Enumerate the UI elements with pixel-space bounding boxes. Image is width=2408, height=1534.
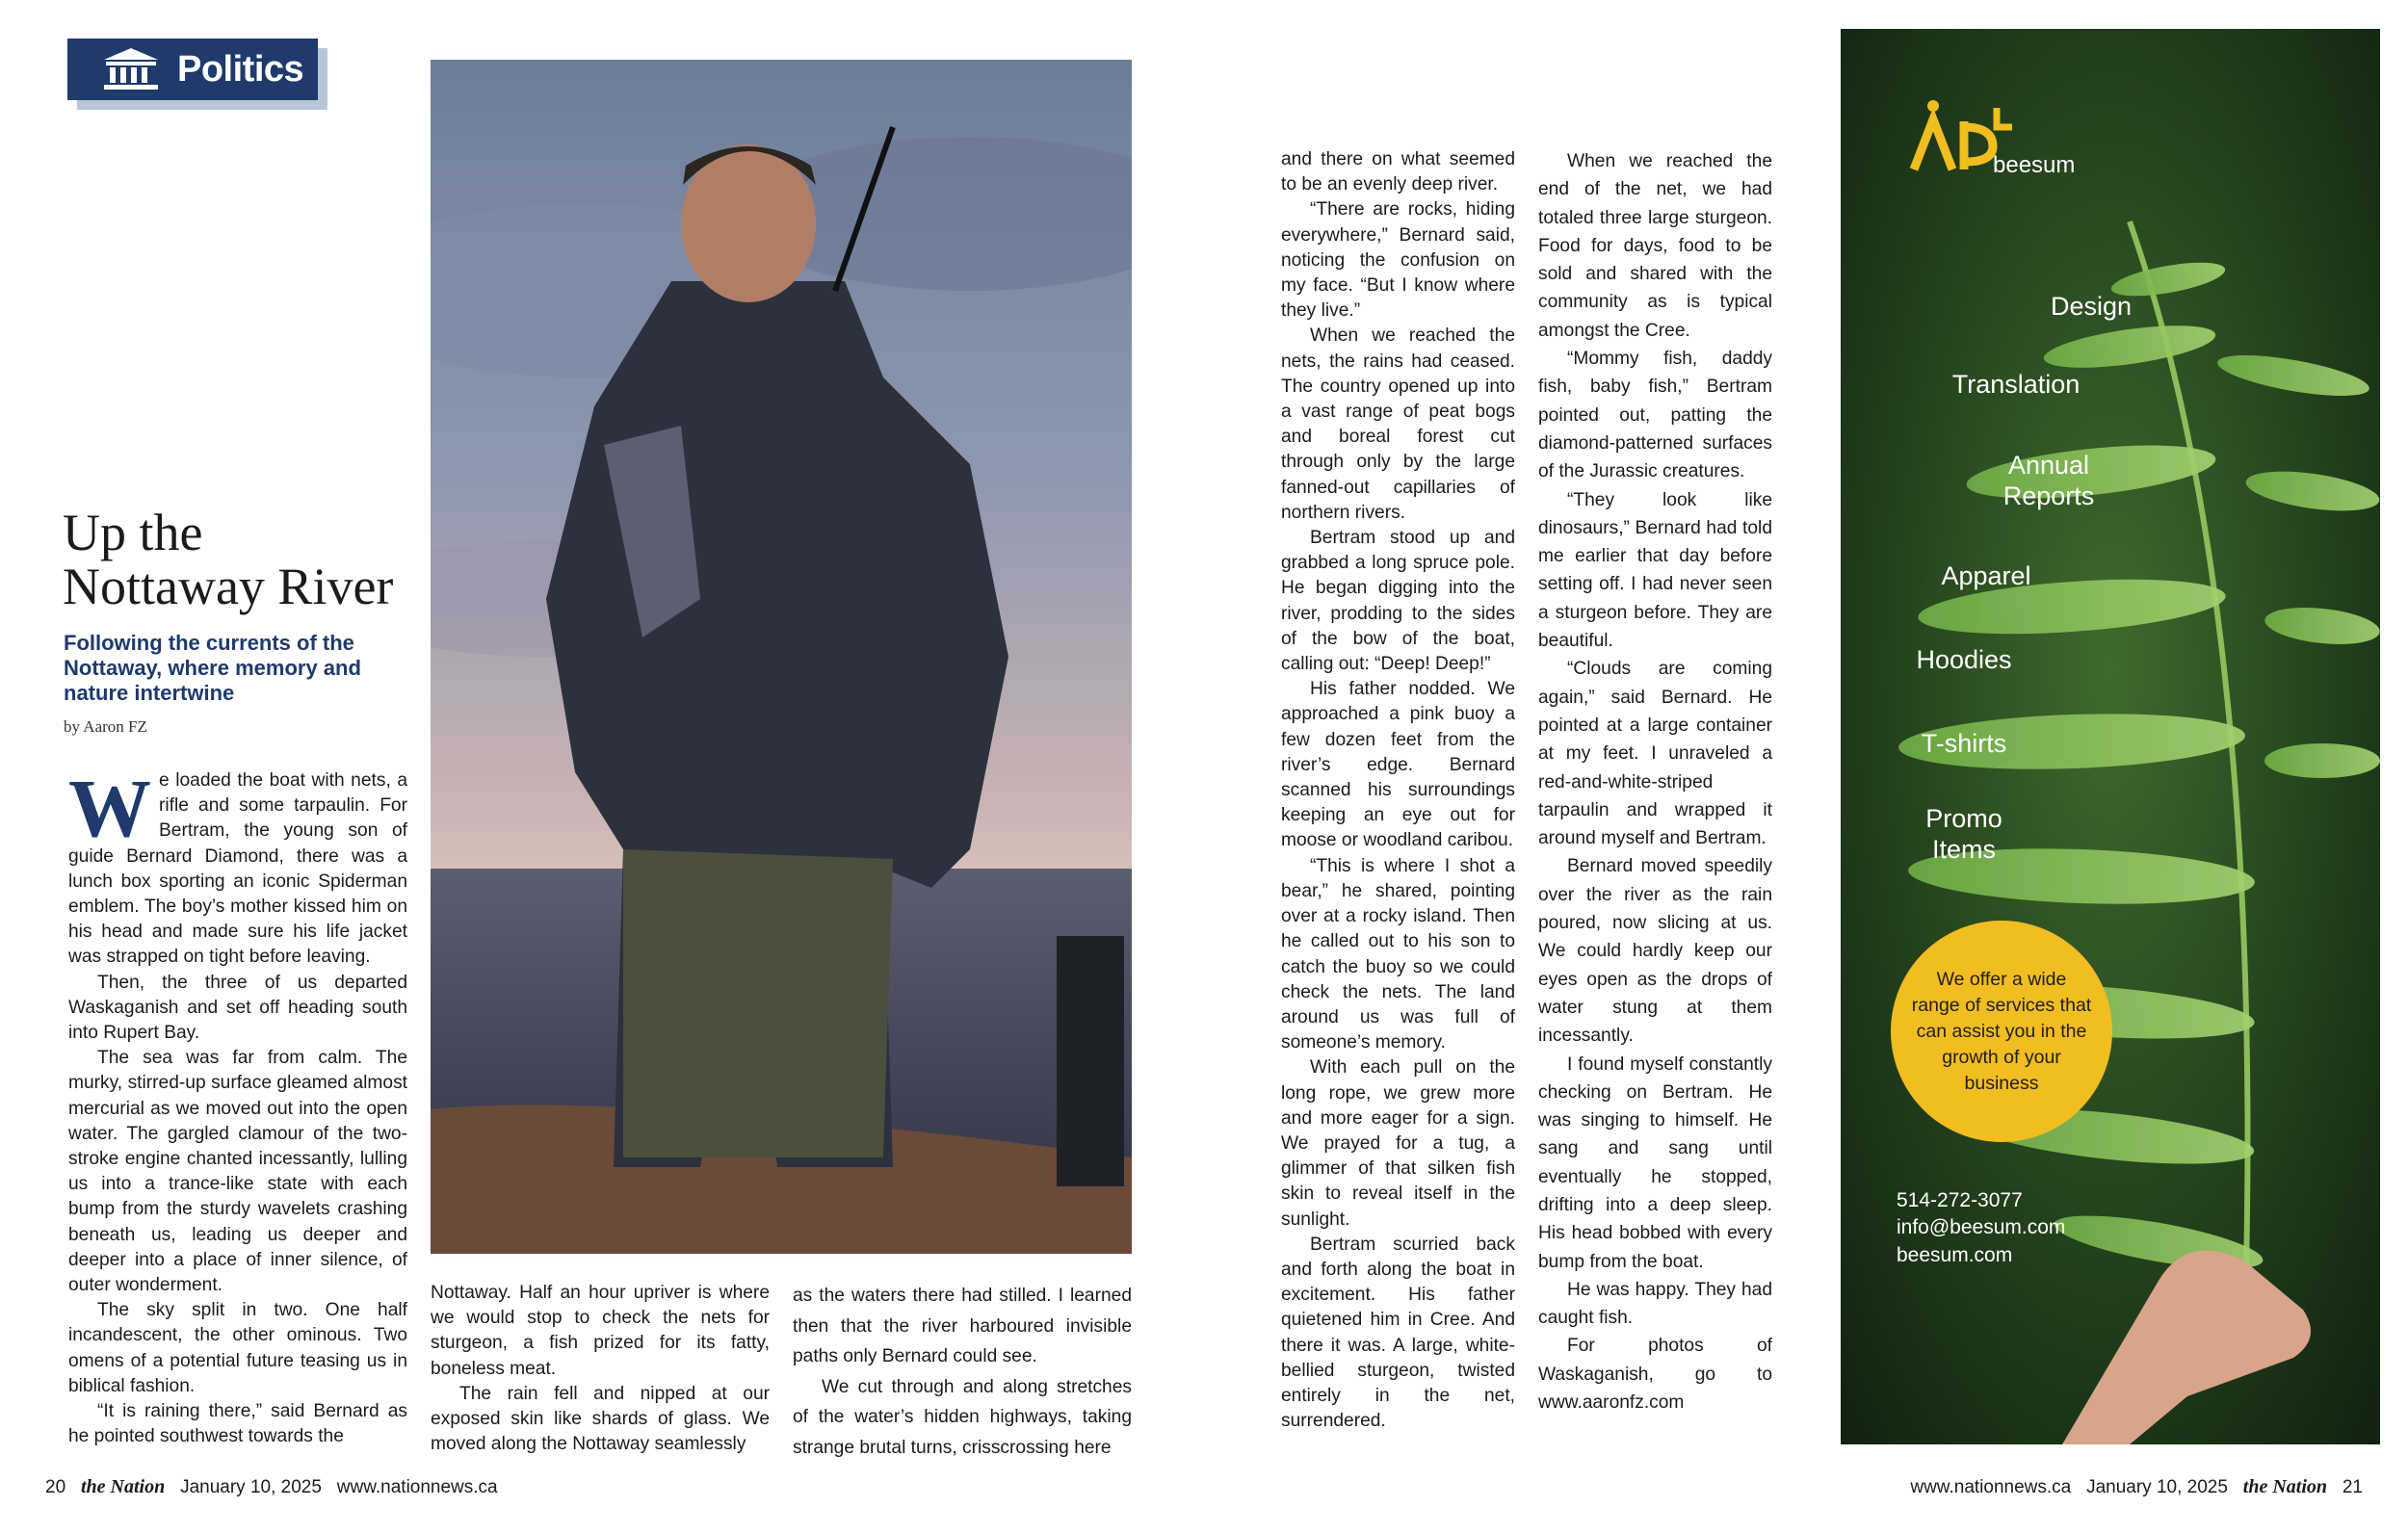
title-line-1: Up the [63,504,203,561]
ad-badge-text: We offer a wide range of services that can assist you in the growth of your business [1911,968,2092,1094]
ad-badge [1891,921,2112,1142]
page-number: 21 [2342,1477,2363,1497]
fisherman-on-boat-image [431,60,1132,1254]
ad-brand-name: beesum [1993,152,2076,178]
paragraph: “There are rocks, hiding everywhere,” Bernard said, noticing the confusion on my face. “But I know where they live.” [1281,199,1515,322]
section-label: Politics [177,48,304,90]
ad-website-link[interactable]: beesum.com [1897,1244,2013,1266]
ad-service-item: Hoodies [1916,645,2012,674]
article-column-2 [431,1281,770,1457]
ad-service-item: Apparel [1941,561,2031,590]
paragraph: Bernard moved speedily over the river as the rain poured, now slicing at us. We could hardly keep our eyes open as the drops of water stung at them incessantly. [1538,856,1772,1047]
footer-right [1910,1476,2363,1498]
page-number: 20 [45,1477,66,1497]
ad-service-item: Promo Items [1925,804,2002,864]
paragraph: The rain fell and nipped at our exposed skin like shards of glass. We moved along the Nottaway seamlessly [431,1383,770,1455]
section-tag [67,39,318,100]
issue-date: January 10, 2025 [180,1477,322,1497]
paragraph: Bertram stood up and grabbed a long spruce pole. He began digging into the river, prodding to the sides of the bow of the boat, calling out: “Deep! Deep!” [1281,528,1515,675]
paragraph: “Clouds are coming again,” said Bernard. He pointed at a large container at my feet. I unraveled a red-and-white-striped tarpaulin and wrapped it around myself and Bertram. [1538,659,1772,849]
magazine-name: the Nation [80,1476,166,1497]
paragraph: I found myself constantly checking on Bertram. He was singing to himself. He sang and sang until eventually he stopped, drifting into a deep sleep. His head bobbed with every bump from the boat. [1538,1053,1772,1272]
paragraph: The sky split in two. One half incandescent, the other ominous. Two omens of a potential future teasing us in biblical fashion. [68,1300,407,1396]
article-subtitle: Following the currents of the Nottaway, where memory and nature intertwine [64,631,361,705]
issue-date: January 10, 2025 [2086,1477,2228,1497]
ad-phone: 514-272-3077 [1897,1189,2023,1211]
ad-logo [1908,98,2076,180]
paragraph: For photos of Waskaganish, go to www.aaronfz.com [1538,1336,1772,1414]
byline: by Aaron FZ [64,717,147,736]
article-column-4 [1281,147,1515,1434]
ad-service-item: Translation [1951,370,2081,399]
paragraph: as the waters there had stilled. I learned then that the river harboured invisible paths only Bernard could see. [793,1286,1132,1366]
article-title [63,506,429,613]
article-photo [431,60,1132,1254]
article-column-5 [1538,147,1772,1417]
ad-service-item: T-shirts [1921,729,2007,758]
paragraph: “This is where I shot a bear,” he shared, pointing over at a rocky island. Then he called out to his son to catch the buoy so we could check the nets. The land around us was full of someone’s memory. [1281,855,1515,1053]
magazine-name: the Nation [2242,1476,2328,1497]
paragraph: He was happy. They had caught fish. [1538,1279,1772,1329]
title-line-2: Nottaway River [63,558,394,615]
ad-service-item: Design [2050,292,2133,321]
article-column-1 [68,762,407,1449]
paragraph: We loaded the boat with nets, a rifle and some tarpaulin. For Bertram, the young son of guide Bernard Diamond, there was a lunch box sporting an iconic Spiderman emblem. The boy’s mother kissed him on his head and made sure his life jacket was strapped on tight before leaving. [68,762,407,968]
paragraph: When we reached the end of the net, we had totaled three large sturgeon. Food for days, food to be sold and shared with the community as is typical amongst the Cree. [1538,151,1772,341]
paragraph: Then, the three of us departed Waskaganish and set off heading south into Rupert Bay. [68,972,407,1044]
paragraph: “They look like dinosaurs,” Bernard had told me earlier that day before setting off. I had never seen a sturgeon before. They are beautiful. [1538,489,1772,652]
paragraph: “Mommy fish, daddy fish, baby fish,” Bertram pointed out, patting the diamond-patterned surfaces of the Jurassic creatures. [1538,349,1772,482]
paragraph: We cut through and along stretches of the water’s hidden highways, taking strange brutal turns, crisscrossing here [793,1376,1132,1458]
ad-service-item: Annual Reports [2002,451,2095,510]
paragraph: With each pull on the long rope, we grew more and more eager for a sign. We prayed for a tug, a glimmer of that silken fish skin to reveal itself in the sunlight. [1281,1057,1515,1230]
ad-email-link[interactable]: info@beesum.com [1897,1216,2066,1238]
website-link[interactable]: www.nationnews.ca [336,1477,498,1497]
drop-cap: W [68,762,151,854]
article-column-3 [793,1281,1132,1463]
paragraph: and there on what seemed to be an evenly deep river. [1281,149,1515,195]
paragraph: Nottaway. Half an hour upriver is where we would stop to check the nets for sturgeon, a fish prized for its fatty, boneless meat. [431,1283,770,1379]
institution-icon [102,46,160,92]
website-link[interactable]: www.nationnews.ca [1910,1477,2072,1497]
paragraph: When we reached the nets, the rains had ceased. The country opened up into a vast range of peat bogs and boreal forest cut through only by the large fanned-out capillaries of northern rivers. [1281,325,1515,523]
paragraph: “It is raining there,” said Bernard as he pointed southwest towards the [68,1401,407,1447]
paragraph: His father nodded. We approached a pink buoy a few dozen feet from the river’s edge. Bernard scanned his surroundings keeping an eye out for moose or woodland caribou. [1281,679,1515,851]
footer-left [45,1476,498,1498]
advertisement[interactable] [1841,29,2380,1444]
paragraph: Bertram scurried back and forth along the boat in excitement. His father quietened him in Cree. And there it was. A large, white-bellied sturgeon, twisted entirely in the net, surrendered. [1281,1234,1515,1432]
paragraph: The sea was far from calm. The murky, stirred-up surface gleamed almost mercurial as we moved out into the open water. The gargled clamour of the two-stroke engine chanted incessantly, lulling us into a trance-like state with each bump from the sturdy wavelets crashing beneath us, leading us deeper and deeper into a place of inner silence, of outer wonderment. [68,1048,407,1296]
